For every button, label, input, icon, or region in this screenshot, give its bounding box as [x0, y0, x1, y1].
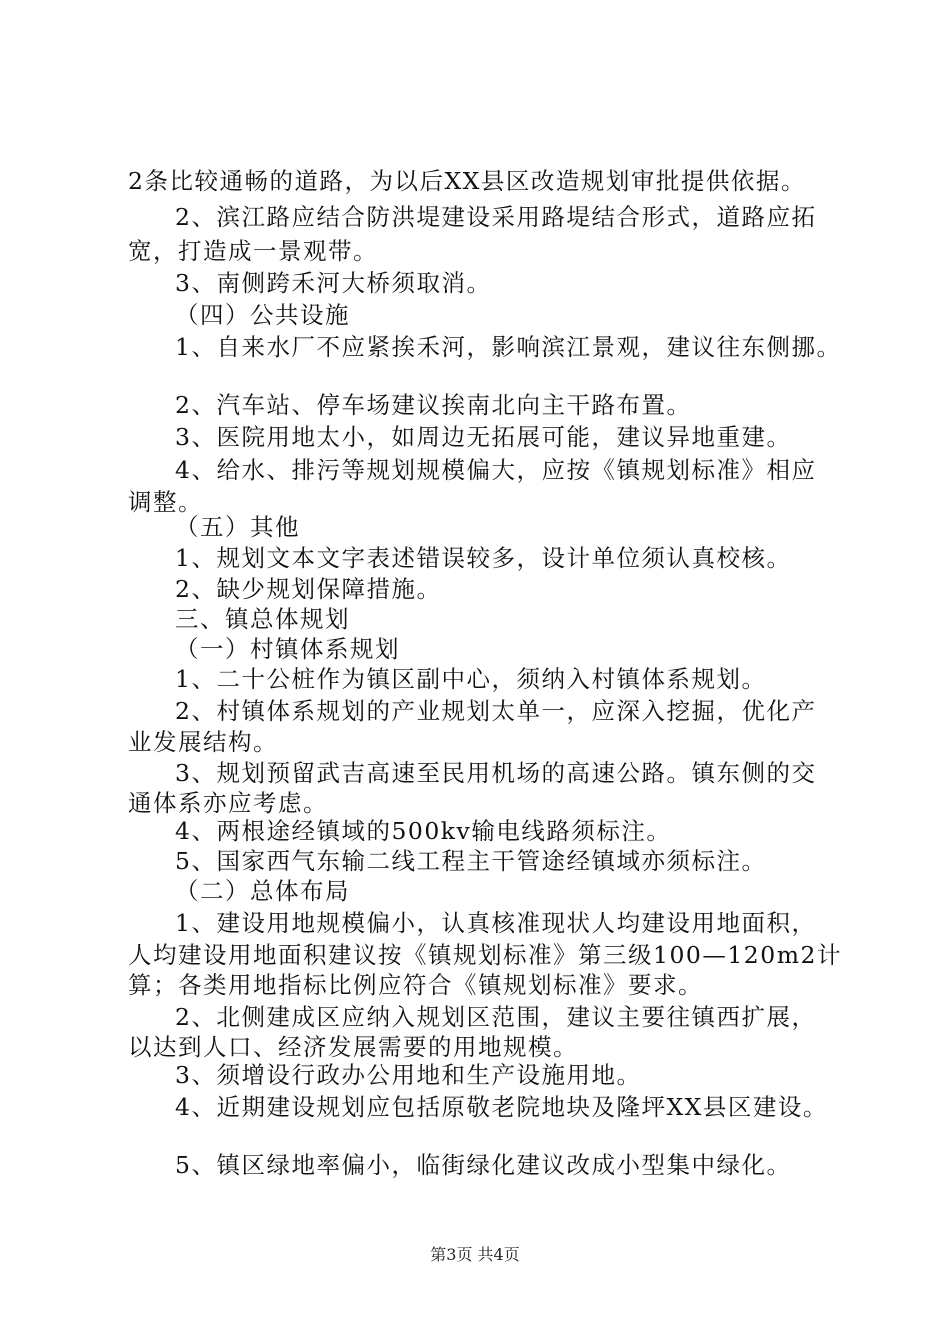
section-heading-1: （一）村镇体系规划 — [175, 635, 400, 663]
text-line-25: 人均建设用地面积建议按《镇规划标准》第三级100—120m2计 — [128, 941, 842, 969]
text-line-22: 5、国家西气东输二线工程主干管途经镇域亦须标注。 — [175, 847, 767, 875]
text-line-30: 4、近期建设规划应包括原敬老院地块及隆坪XX县区建设。 — [175, 1093, 828, 1121]
text-line-1: 2条比较通畅的道路，为以后XX县区改造规划审批提供依据。 — [128, 167, 806, 195]
text-line-31: 5、镇区绿地率偏小，临街绿化建议改成小型集中绿化。 — [175, 1151, 792, 1179]
text-line-20: 通体系亦应考虑。 — [128, 789, 328, 817]
text-line-9: 4、给水、排污等规划规模偏大，应按《镇规划标准》相应 — [175, 456, 817, 484]
text-line-21: 4、两根途经镇域的500kv输电线路须标注。 — [175, 817, 672, 845]
text-line-6: 1、自来水厂不应紧挨禾河，影响滨江景观，建议往东侧挪。 — [175, 333, 842, 361]
text-line-26: 算；各类用地指标比例应符合《镇规划标准》要求。 — [128, 971, 703, 999]
section-heading-4: （四）公共设施 — [175, 301, 350, 329]
text-line-12: 1、规划文本文字表述错误较多，设计单位须认真校核。 — [175, 544, 792, 572]
text-line-18: 业发展结构。 — [128, 728, 278, 756]
text-line-17: 2、村镇体系规划的产业规划太单一，应深入挖掘，优化产 — [175, 697, 817, 725]
text-line-24: 1、建设用地规模偏小，认真核准现状人均建设用地面积， — [175, 909, 817, 937]
section-heading-5: （五）其他 — [175, 513, 300, 541]
text-line-16: 1、二十公桩作为镇区副中心，须纳入村镇体系规划。 — [175, 665, 767, 693]
text-line-19: 3、规划预留武吉高速至民用机场的高速公路。镇东侧的交 — [175, 759, 817, 787]
text-line-10: 调整。 — [128, 488, 203, 516]
text-line-8: 3、医院用地太小，如周边无拓展可能，建议异地重建。 — [175, 423, 792, 451]
page-number-footer: 第3页 共4页 — [430, 1245, 520, 1264]
text-line-2: 2、滨江路应结合防洪堤建设采用路堤结合形式，道路应拓 — [175, 203, 817, 231]
text-line-4: 3、南侧跨禾河大桥须取消。 — [175, 269, 492, 297]
text-line-3: 宽，打造成一景观带。 — [128, 237, 378, 265]
text-line-29: 3、须增设行政办公用地和生产设施用地。 — [175, 1061, 642, 1089]
chapter-heading-3: 三、镇总体规划 — [175, 605, 350, 633]
text-line-13: 2、缺少规划保障措施。 — [175, 575, 442, 603]
text-line-7: 2、汽车站、停车场建议挨南北向主干路布置。 — [175, 391, 692, 419]
text-line-27: 2、北侧建成区应纳入规划区范围，建议主要往镇西扩展， — [175, 1003, 817, 1031]
text-line-28: 以达到人口、经济发展需要的用地规模。 — [128, 1033, 578, 1061]
section-heading-2: （二）总体布局 — [175, 877, 350, 905]
